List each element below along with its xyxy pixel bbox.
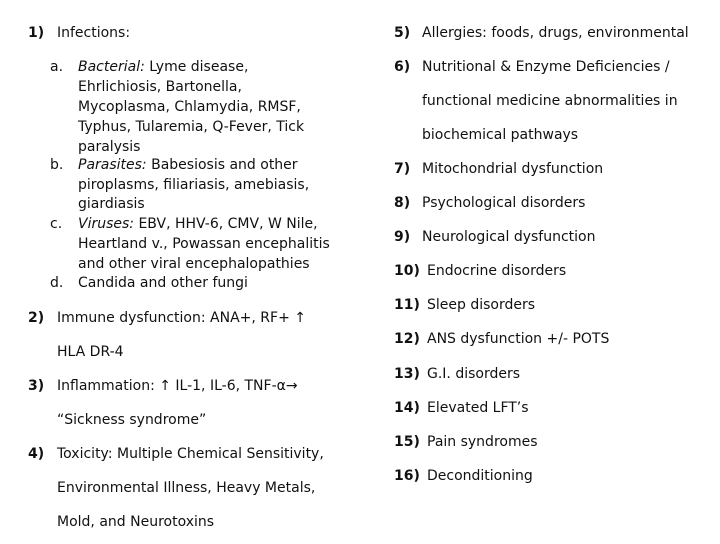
item-5-number: 5) xyxy=(394,25,411,41)
item-2-line-1: Immune dysfunction: ANA+, RF+ ↑ xyxy=(57,310,306,326)
item-8-line-1: Psychological disorders xyxy=(422,195,586,211)
item-11-number: 11) xyxy=(394,297,420,313)
item-4-line-2: Environmental Illness, Heavy Metals, xyxy=(57,480,316,496)
item-1-title: Infections: xyxy=(57,25,131,41)
item-1-number: 1) xyxy=(28,25,45,41)
sub-a-line-1 xyxy=(78,59,248,75)
item-2-line-2: HLA DR-4 xyxy=(57,344,124,360)
item-5-line-1: Allergies: foods, drugs, environmental xyxy=(422,25,689,41)
item-15-number: 15) xyxy=(394,434,420,450)
item-6-line-2: functional medicine abnormalities in xyxy=(422,93,678,109)
item-4-line-1: Toxicity: Multiple Chemical Sensitivity, xyxy=(57,446,324,462)
item-7-number: 7) xyxy=(394,161,411,177)
sub-d-line-1: Candida and other fungi xyxy=(78,275,248,291)
item-3-number: 3) xyxy=(28,378,45,394)
item-9-number: 9) xyxy=(394,229,411,245)
item-6-line-3: biochemical pathways xyxy=(422,127,579,143)
sub-b-line-2: piroplasms, filiariasis, amebiasis, xyxy=(78,177,310,193)
item-6-line-1: Nutritional & Enzyme Deficiencies / xyxy=(422,59,670,75)
item-10-number: 10) xyxy=(394,263,420,279)
item-4-line-3: Mold, and Neurotoxins xyxy=(57,514,215,530)
item-14-line-1: Elevated LFT’s xyxy=(427,400,529,416)
item-14-number: 14) xyxy=(394,400,420,416)
item-16-number: 16) xyxy=(394,468,420,484)
sub-a-line-3: Mycoplasma, Chlamydia, RMSF, xyxy=(78,99,301,115)
sub-d-letter: d. xyxy=(50,275,64,291)
sub-b-line-3: giardiasis xyxy=(78,196,145,212)
item-12-number: 12) xyxy=(394,331,420,347)
item-8-number: 8) xyxy=(394,195,411,211)
item-3-line-2: “Sickness syndrome” xyxy=(57,412,207,428)
item-7-line-1: Mitochondrial dysfunction xyxy=(422,161,604,177)
sub-c-letter: c. xyxy=(50,216,63,232)
sub-a-line-5: paralysis xyxy=(78,139,141,155)
sub-b-text: Babesiosis and other xyxy=(146,157,298,173)
item-13-number: 13) xyxy=(394,366,420,382)
sub-a-line-4: Typhus, Tularemia, Q-Fever, Tick xyxy=(78,119,305,135)
item-10-line-1: Endocrine disorders xyxy=(427,263,567,279)
item-3-line-1: Inflammation: ↑ IL-1, IL-6, TNF-α→ xyxy=(57,378,298,394)
item-2-number: 2) xyxy=(28,310,45,326)
item-4-number: 4) xyxy=(28,446,45,462)
sub-c-label: Viruses: xyxy=(78,216,135,232)
sub-c-line-3: and other viral encephalopathies xyxy=(78,256,310,272)
sub-c-text: EBV, HHV-6, CMV, W Nile, xyxy=(134,216,318,232)
sub-a-label: Bacterial: xyxy=(78,59,145,75)
sub-c-line-2: Heartland v., Powassan encephalitis xyxy=(78,236,330,252)
item-16-line-1: Deconditioning xyxy=(427,468,533,484)
item-11-line-1: Sleep disorders xyxy=(427,297,536,313)
item-9-line-1: Neurological dysfunction xyxy=(422,229,596,245)
sub-a-line-2: Ehrlichiosis, Bartonella, xyxy=(78,79,242,95)
sub-b-letter: b. xyxy=(50,157,64,173)
item-6-number: 6) xyxy=(394,59,411,75)
sub-b-label: Parasites: xyxy=(78,157,147,173)
item-13-line-1: G.I. disorders xyxy=(427,366,521,382)
sub-a-letter: a. xyxy=(50,59,64,75)
item-12-line-1: ANS dysfunction +/- POTS xyxy=(427,331,610,347)
item-15-line-1: Pain syndromes xyxy=(427,434,538,450)
sub-a-text: Lyme disease, xyxy=(144,59,249,75)
sub-c-line-1 xyxy=(78,216,318,232)
sub-b-line-1 xyxy=(78,157,298,173)
